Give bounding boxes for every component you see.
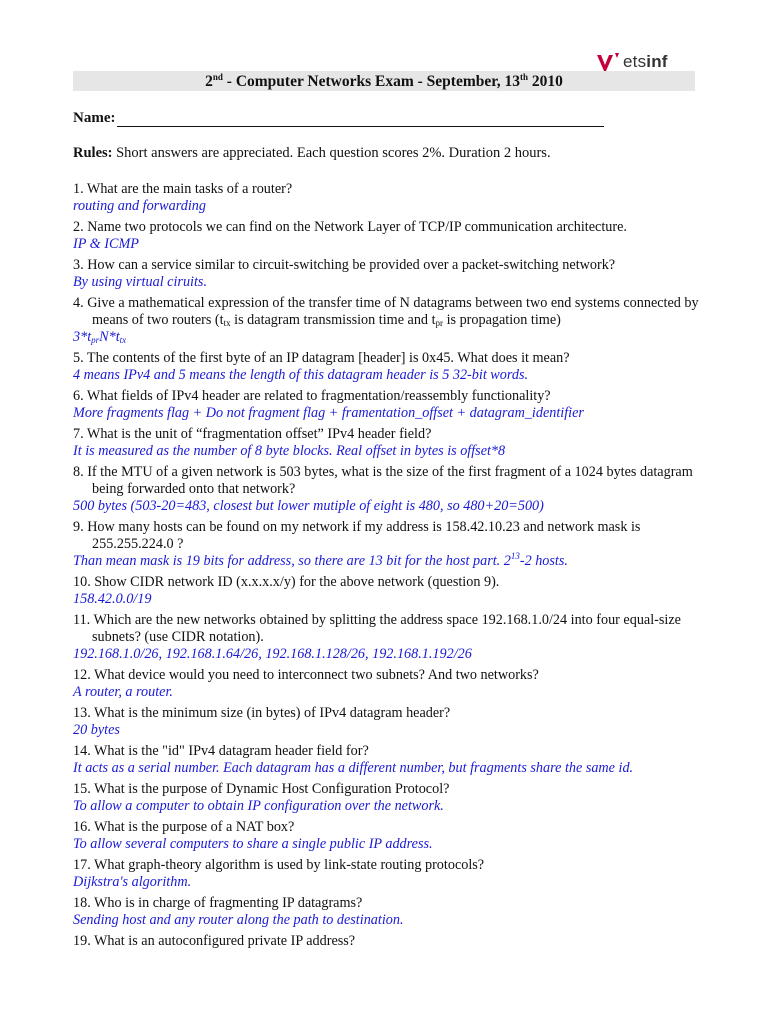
answer-18: Sending host and any router along the path to destination. <box>73 912 404 928</box>
title-ordinal-sup: nd <box>212 72 223 82</box>
name-field-row <box>73 110 604 127</box>
question-17: 17. What graph-theory algorithm is used by link-state routing protocols? <box>73 857 485 873</box>
question-7: 7. What is the unit of “fragmentation offset” IPv4 header field? <box>73 426 432 442</box>
question-1: 1. What are the main tasks of a router? <box>73 181 293 197</box>
logo-suffix: inf <box>646 52 668 71</box>
answer-4 <box>73 329 703 346</box>
question-part-subscript: tx <box>223 318 231 328</box>
answer-script: pr <box>91 335 100 345</box>
answer-5: 4 means IPv4 and 5 means the length of this datagram header is 5 32-bit words. <box>73 367 529 383</box>
answer-6: More fragments flag + Do not fragment flag + framentation_offset + datagram_identifier <box>73 405 584 421</box>
title-main: - Computer Networks Exam - September, 13 <box>222 73 520 90</box>
title-day-sup: th <box>519 72 528 82</box>
rules-label: Rules: <box>73 145 113 161</box>
answer-2: IP & ICMP <box>73 236 139 252</box>
answer-13: 20 bytes <box>73 722 120 738</box>
question-part-subscript: pr <box>435 318 444 328</box>
answer-12: A router, a router. <box>73 684 173 700</box>
question-2: 2. Name two protocols we can find on the Network Layer of TCP/IP communication architecture. <box>73 219 627 235</box>
etsinf-logo-mark-icon <box>595 51 621 73</box>
question-part-text: is propagation time) <box>443 312 561 328</box>
question-14: 14. What is the "id" IPv4 datagram header field for? <box>73 743 369 759</box>
question-part-text: 4. Give a mathematical expression of the transfer time of N datagrams between two end systems connected by means of two routers (t <box>73 295 699 328</box>
answer-1: routing and forwarding <box>73 198 206 214</box>
question-8: 8. If the MTU of a given network is 503 bytes, what is the size of the first fragment of a 1024 bytes datagram being forwarded onto that network? <box>73 464 693 497</box>
answer-7: It is measured as the number of 8 byte blocks. Real offset in bytes is offset*8 <box>73 443 506 459</box>
answer-14: It acts as a serial number. Each datagram has a different number, but fragments share the same id. <box>73 760 634 776</box>
question-13: 13. What is the minimum size (in bytes) of IPv4 datagram header? <box>73 705 451 721</box>
name-input-line[interactable] <box>117 112 604 127</box>
title-year: 2010 <box>527 73 563 90</box>
answer-3: By using virtual ciruits. <box>73 274 207 290</box>
question-5: 5. The contents of the first byte of an IP datagram [header] is 0x45. What does it mean? <box>73 350 570 366</box>
exam-title <box>73 71 695 91</box>
answer-11: 192.168.1.0/26, 192.168.1.64/26, 192.168.1.128/26, 192.168.1.192/26 <box>73 646 472 662</box>
answer-text: Than mean mask is 19 bits for address, so there are 13 bit for the host part. 2 <box>73 553 511 569</box>
answer-15: To allow a computer to obtain IP configuration over the network. <box>73 798 444 814</box>
question-19: 19. What is an autoconfigured private IP address? <box>73 933 356 949</box>
question-list <box>73 181 703 950</box>
question-part-text: is datagram transmission time and t <box>230 312 436 328</box>
answer-text: 3*t <box>73 329 92 345</box>
answer-script: 13 <box>510 551 520 561</box>
answer-8: 500 bytes (503-20=483, closest but lower mutiple of eight is 480, so 480+20=500) <box>73 498 544 514</box>
question-15: 15. What is the purpose of Dynamic Host Configuration Protocol? <box>73 781 450 797</box>
question-10: 10. Show CIDR network ID (x.x.x.x/y) for the above network (question 9). <box>73 574 500 590</box>
question-6: 6. What fields of IPv4 header are related to fragmentation/reassembly functionality? <box>73 388 551 404</box>
answer-10: 158.42.0.0/19 <box>73 591 152 607</box>
answer-script: tx <box>119 335 127 345</box>
question-16: 16. What is the purpose of a NAT box? <box>73 819 295 835</box>
answer-9 <box>73 553 703 570</box>
logo-prefix: ets <box>623 52 647 71</box>
question-11: 11. Which are the new networks obtained by splitting the address space 192.168.1.0/24 into four equal-size subnets? (use CIDR notation). <box>73 612 681 645</box>
answer-16: To allow several computers to share a single public IP address. <box>73 836 433 852</box>
title-ordinal: 2 <box>205 73 213 90</box>
rules-text: Short answers are appreciated. Each question scores 2%. Duration 2 hours. <box>112 145 551 161</box>
question-4 <box>73 295 703 329</box>
answer-17: Dijkstra's algorithm. <box>73 874 192 890</box>
rules-line <box>73 145 551 162</box>
answer-text: N*t <box>99 329 120 345</box>
name-label: Name: <box>73 110 116 126</box>
logo-text <box>623 52 668 72</box>
question-3: 3. How can a service similar to circuit-switching be provided over a packet-switching network? <box>73 257 616 273</box>
answer-text: -2 hosts. <box>519 553 568 569</box>
question-18: 18. Who is in charge of fragmenting IP datagrams? <box>73 895 363 911</box>
question-9: 9. How many hosts can be found on my network if my address is 158.42.10.23 and network mask is 255.255.224.0 ? <box>73 519 641 552</box>
question-12: 12. What device would you need to interconnect two subnets? And two networks? <box>73 667 539 683</box>
